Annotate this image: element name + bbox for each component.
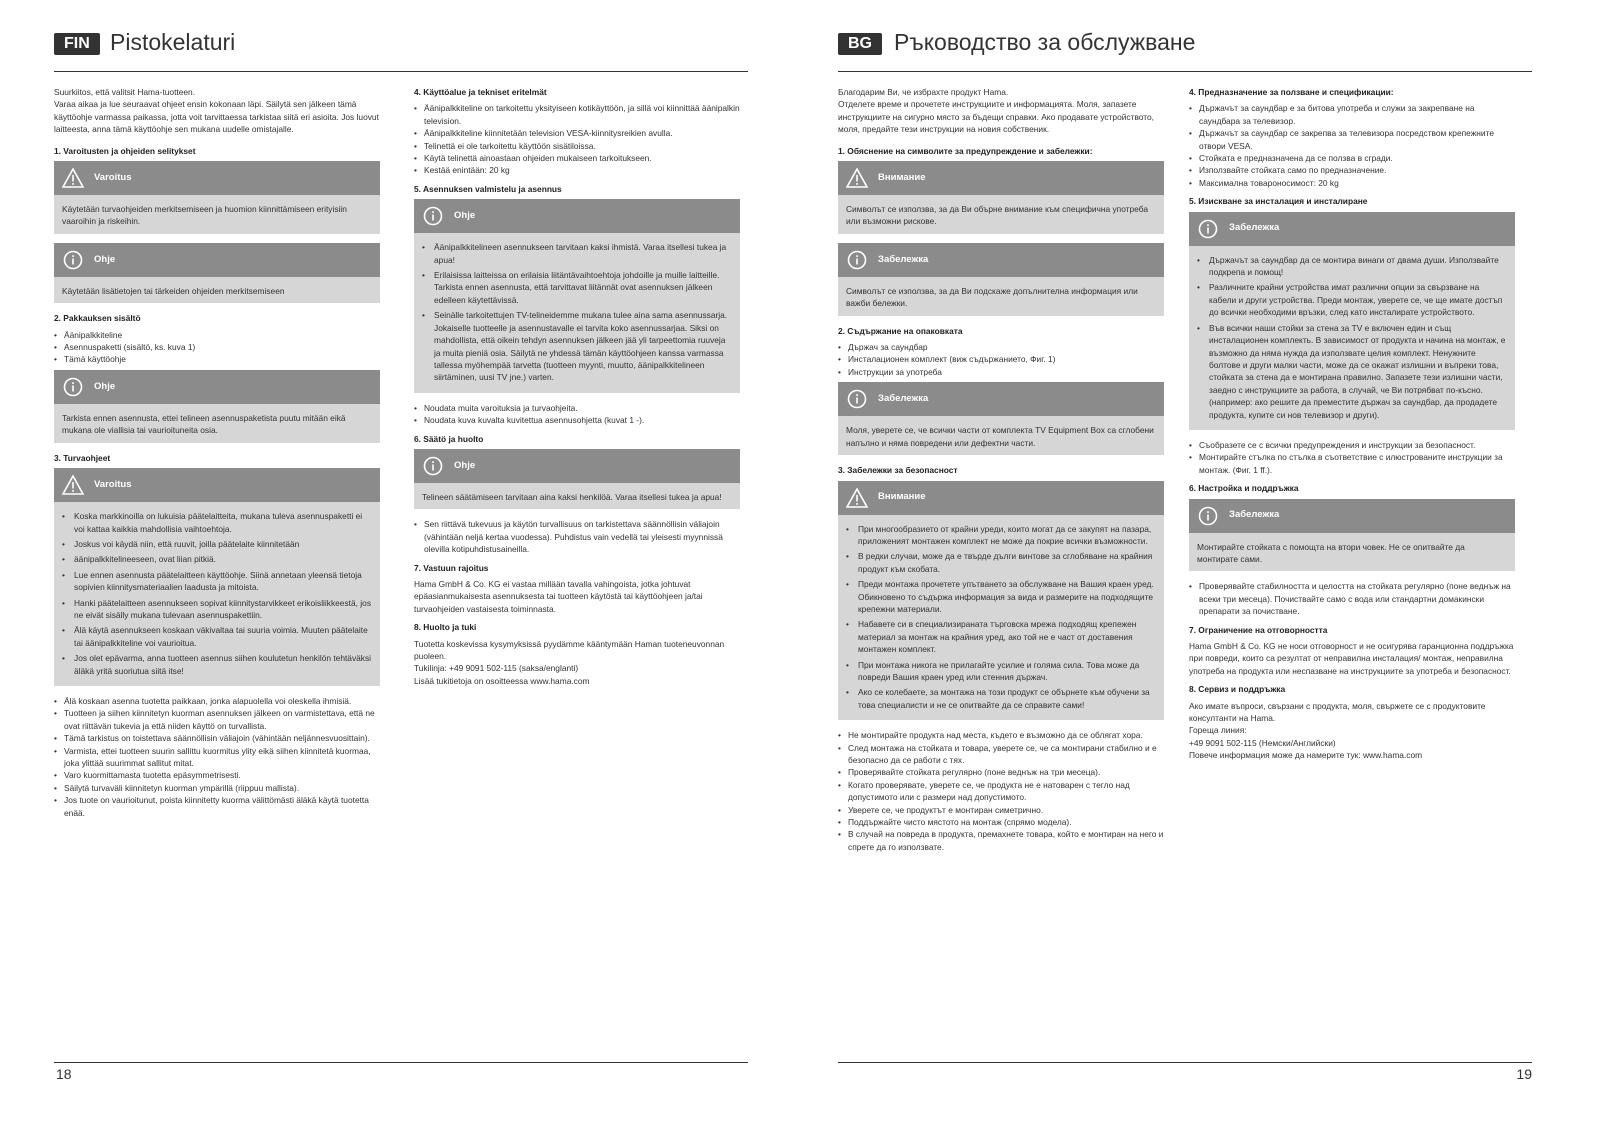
info-circle-icon (1197, 218, 1219, 240)
language-badge: BG (838, 33, 882, 55)
box-body: Telineen säätämiseen tarvitaan aina kaksi henkilöä. Varaa itsellesi tukea ja apua! (414, 483, 740, 509)
warning-triangle-icon (846, 487, 868, 509)
list-item: • В редки случаи, може да е твърде дълги винтове за сглобяване на крайния продукт към скобата. (846, 550, 1156, 575)
list-item: • Държачът за саундбар да се монтира винаги от двама души. Използвайте подкрепа и помощ! (1197, 254, 1507, 279)
list-item: • Държач за саундбар (838, 341, 1164, 353)
page-bg (800, 0, 1600, 1136)
info-circle-icon (846, 249, 868, 271)
list-item: • След монтажа на стойката и товара, уверете се, че са монтирани стабилно и е безопасно да се работи с тях. (838, 742, 1164, 767)
list-item: • Varmista, ettei tuotteen suurin sallittu kuormitus ylity eikä siihen kiinnitetä kuormaa, joka ylittää suurimmat sallitut mitat. (54, 745, 380, 770)
box-body: Символът се използва, за да Ви подскаже допълнителна информация или важби бележки. (838, 277, 1164, 316)
note-box (54, 370, 380, 443)
list-item: • Sen riittävä tukevuus ja käytön turvallisuus on tarkistettava säännöllisin väliajoin (vähintään neljä kertaa vuodessa). Puhdistus vain vedellä tai yleisesti myynnissä olevilla kotipuhdistusaineilla. (414, 518, 740, 555)
bullet-list (414, 102, 740, 176)
bullet-list (838, 341, 1164, 378)
box-heading: Ohje (454, 459, 476, 471)
page-number: 19 (1516, 1066, 1532, 1082)
list-item: • Максимална товароносимост: 20 kg (1189, 177, 1515, 189)
column-left (838, 86, 1164, 853)
list-item: • Varo kuormittamasta tuotetta epäsymmetrisesti. (54, 769, 380, 781)
warning-triangle-icon (62, 167, 84, 189)
bullet-list (414, 402, 740, 427)
list-item: • äänipalkkitelineeseen, ovat liian pitkiä. (62, 553, 372, 565)
list-item: • Asennuspaketti (sisältö, ks. kuva 1) (54, 341, 380, 353)
page-title: Pistokelaturi (110, 29, 236, 55)
info-circle-icon (422, 455, 444, 477)
list-item: • Kestää enintään: 20 kg (414, 164, 740, 176)
list-item: • Инсталационен комплект (виж съдържанието, Фиг. 1) (838, 353, 1164, 365)
list-item: • Не монтирайте продукта над места, където е възможно да се облягат хора. (838, 729, 1164, 741)
box-heading: Ohje (94, 253, 116, 265)
paragraph: Ако имате въпроси, свързани с продукта, моля, свържете се с продуктовите консултанти на Hama. Гореща линия: +49 9091 502-115 (Немски/Английски) Повече информация може да намерите тук: www.hama.com (1189, 700, 1486, 761)
footer-rule (838, 1062, 1532, 1063)
note-box (54, 243, 380, 303)
bullet-list (422, 241, 732, 383)
page-header (838, 29, 1532, 72)
list-item: • Äänipalkkiteline on tarkoitettu yksityiseen kotikäyttöön, ja sillä voi kiinnittää äänipalkin television. (414, 102, 740, 127)
note-box (1189, 212, 1515, 430)
page-header (54, 29, 748, 72)
box-heading: Ohje (454, 210, 476, 222)
box-body: Символът се използва, за да Ви обърне внимание към специфична употреба или възможни рискове. (838, 195, 1164, 234)
list-item: • Lue ennen asennusta päätelaitteen käyttöohje. Siinä annetaan yleensä tietoja sopivien kiinnitysmateriaalien laadusta ja mitoista. (62, 569, 372, 594)
section-title: 7. Vastuun rajoitus (414, 562, 489, 573)
paragraph: Tuotetta koskevissa kysymyksissä pyydämme kääntymään Haman tuoteneuvonnan puoleen. Tukilinja: +49 9091 502-115 (saksa/englanti) Lisää tukitietoja on osoitteessa www.hama.com (414, 638, 725, 686)
box-heading: Забележка (878, 253, 929, 265)
bullet-list (54, 695, 380, 819)
bullet-list (1197, 254, 1507, 421)
list-item: • Държачът за саундбар е за битова употреба и служи за закрепване на саундбара за телевизор. (1189, 102, 1515, 127)
box-body: Tarkista ennen asennusta, ettei telineen asennuspaketista puutu mitään eikä mukana ole viallisia tai vaurioituneita osia. (54, 404, 380, 443)
list-item: • Преди монтажа прочетете упътването за обслужване на Вашия краен уред. Обикновено то съдържа информация за вида и размерите на подходящите крепежни материали. (846, 578, 1156, 615)
list-item: • Jos tuote on vaurioitunut, poista kiinnitetty kuorma välittömästi äläkä käytä tuotetta enää. (54, 794, 380, 819)
list-item: • Проверявайте стабилността и целостта на стойката регулярно (поне веднъж на всеки три месеца). Почиствайте само с вода или стандартни домакински препарати за почистване. (1189, 580, 1515, 617)
list-item: • Монтирайте стълка по стълка в съответствие с илюстрованите инструкции за монтаж. (Фиг. 1 ff.). (1189, 451, 1515, 476)
section-title: 8. Сервиз и поддръжка (1189, 684, 1286, 695)
list-item: • Käytä telinettä ainoastaan ohjeiden mukaiseen tarkoitukseen. (414, 152, 740, 164)
list-item: • При многообразието от крайни уреди, които могат да се закупят на пазара, приложеният монтажен комплект не може да покрие всички възможности. (846, 523, 1156, 548)
intro-text: Suurkiitos, että valitsit Hama-tuotteen. Varaa aikaa ja lue seuraavat ohjeet ensin kokonaan läpi. Säilytä sen jälkeen tämä käyttöohje varmassa paikassa, jotta voit tarvittaessa tarkistaa siitä eri asioita. Jos luovut laitteesta, anna tämä käyttöohje sen mukana uudelle omistajalle. (54, 87, 379, 135)
list-item: • Tämä käyttöohje (54, 353, 380, 365)
warning-box (54, 161, 380, 234)
list-item: • Във всички наши стойки за стена за TV е включен един и същ инсталационен комплекть. В зависимост от продукта и начина на монтаж, е възможно да няма нужда да използвате целия комплект. Ненужните болтове и други малки части, може да се окажат излишни и въпреки това, стойката за стена да е монтирана правилно. Запазете тези излишни части, заедно с инструкциите за работа, в случай, че Ви потрябват по-късно. (например: ако решите да преместите държач за саундбар, да продадете продукта, купите си нов телевизор и други). (1197, 322, 1507, 421)
list-item: • В случай на повреда в продукта, премахнете товара, който е монтиран на него и спрете да го използвате. (838, 828, 1164, 853)
list-item: • Noudata muita varoituksia ja turvaohjeita. (414, 402, 740, 414)
box-body: Käytetään lisätietojen tai tärkeiden ohjeiden merkitsemiseen (54, 277, 380, 303)
list-item: • Äänipalkkitelineen asennukseen tarvitaan kaksi ihmistä. Varaa itsellesi tukea ja apua! (422, 241, 732, 266)
warning-box (838, 481, 1164, 721)
list-item: • Telinettä ei ole tarkoitettu käyttöön sisätiloissa. (414, 140, 740, 152)
box-heading: Забележка (878, 393, 929, 405)
list-item: • Seinälle tarkoitettujen TV-telineidemme mukana tulee aina sama asennussarja. Jokaiselle tuotteelle ja asennustavalle ei tarvita koko asennussarjaa. Siksi on mahdollista, että oikein tehdyn asennuksen jälkeen jää yli tarpeettomia ruuveja ja muita pieniä osia. Säilytä ne yhdessä tämän käyttöohjeen kanssa varmassa tallessa myöhempää tarvetta (tuotteen myynti, muutto, äänipalkkitelineen siirtäminen, uusi TV jne.) varten. (422, 309, 732, 383)
note-box (838, 382, 1164, 455)
section-title: 3. Turvaohjeet (54, 452, 111, 463)
footer-rule (54, 1062, 748, 1063)
list-item: • Стойката е предназначена да се ползва в сгради. (1189, 152, 1515, 164)
list-item: • Tämä tarkistus on toistettava säännöllisin väliajoin (vähintään neljännesvuosittain). (54, 732, 380, 744)
paragraph: Hama GmbH & Co. KG не носи отговорност и не осигурява гаранционна поддръжка при повреди, които са резултат от неправилна инсталация/ монтаж, неправилна употреба на продукта или неспазване на инструкциите за употреба и безопасност. (1189, 641, 1514, 676)
list-item: • Tuotteen ja siihen kiinnitetyn kuorman asennuksen jälkeen on varmistettava, että ne ovat riittävän tukevia ja että niiden käyttö on turvallista. (54, 707, 380, 732)
page-number: 18 (56, 1066, 72, 1082)
bullet-list (54, 329, 380, 366)
section-title: 1. Varoitusten ja ohjeiden selitykset (54, 145, 196, 156)
info-circle-icon (62, 376, 84, 398)
section-title: 1. Обяснение на символите за предупреждение и забележки: (838, 145, 1093, 156)
section-title: 6. Säätö ja huolto (414, 433, 484, 444)
list-item: • Jos olet epävarma, anna tuotteen asennus siihen koulutetun henkilön tehtäväksi äläkä yritä suoriutua siitä itse! (62, 652, 372, 677)
section-title: 4. Käyttöalue ja tekniset eritelmät (414, 87, 547, 97)
note-box (1189, 499, 1515, 572)
section-title: 6. Настройка и поддръжка (1189, 483, 1299, 494)
box-body: Моля, уверете се, че всички части от комплекта TV Equipment Box са сглобени напълно и няма повредени или дефектни части. (838, 416, 1164, 455)
warning-triangle-icon (846, 167, 868, 189)
list-item: • Поддържайте чисто мястото на монтаж (спрямо модела). (838, 816, 1164, 828)
note-box (414, 199, 740, 392)
list-item: • Проверявайте стойката регулярно (поне веднъж на три месеца). (838, 766, 1164, 778)
column-left (54, 86, 380, 819)
column-right (414, 86, 740, 687)
paragraph: Hama GmbH & Co. KG ei vastaa millään tavalla vahingoista, jotka johtuvat epäasianmukaisesta asennuksesta tai tuotteen käytöstä tai käyttöohjeen ja/tai turvaohjeiden vastaisesta toiminnasta. (414, 578, 703, 614)
bullet-list (846, 523, 1156, 712)
warning-box (838, 161, 1164, 234)
box-body: Käytetään turvaohjeiden merkitsemiseen ja huomion kiinnittämiseen erityisiin vaaroihin ja riskeihin. (54, 195, 380, 234)
list-item: • Älä koskaan asenna tuotetta paikkaan, jonka alapuolella voi oleskella ihmisiä. (54, 695, 380, 707)
box-heading: Ohje (94, 380, 116, 392)
list-item: • При монтажа никога не прилагайте усилие и голяма сила. Това може да повреди Вашия краен уред или стенния държач. (846, 659, 1156, 684)
column-right (1189, 86, 1515, 762)
box-heading: Varoitus (94, 478, 132, 490)
list-item: • Различните крайни устройства имат различни опции за свързване на кабели и други устройства. Преди монтаж, уверете се, че ще имате достъп до всички необходими връзки, след като инсталирате устройството. (1197, 281, 1507, 318)
bullet-list (1189, 439, 1515, 476)
box-heading: Забележка (1229, 222, 1280, 234)
list-item: • Набавете си в специализираната търговска мрежа подходящ крепежен материал за монтаж на крайния уред, ако той не е част от доставения монтажен комплект. (846, 618, 1156, 655)
section-title: 2. Pakkauksen sisältö (54, 313, 141, 324)
info-circle-icon (846, 388, 868, 410)
list-item: • Използвайте стойката само по предназначение. (1189, 164, 1515, 176)
bullet-list (838, 729, 1164, 853)
box-heading: Varoitus (94, 171, 132, 183)
section-title: 5. Изискване за инсталация и инсталиране (1189, 196, 1368, 207)
list-item: • Когато проверявате, уверете се, че продукта не е натоварен с тегло над допустимото или с размери над допустимото. (838, 779, 1164, 804)
list-item: • Hanki päätelaitteen asennukseen sopivat kiinnitystarvikkeet erikoisliikkeestä, jos ne eivät sisälly mukana tulevaan asennuspakettiin. (62, 597, 372, 622)
list-item: • Инструкции за употреба (838, 366, 1164, 378)
list-item: • Joskus voi käydä niin, että ruuvit, joilla päätelaite kiinnitetään (62, 538, 372, 550)
box-body: Монтирайте стойката с помощта на втори човек. Не се опитвайте да монтирате сами. (1189, 533, 1515, 572)
info-circle-icon (62, 249, 84, 271)
list-item: • Säilytä turvaväli kiinnitetyn kuorman ympärillä (riippuu mallista). (54, 782, 380, 794)
section-title: 3. Забележки за безопасност (838, 465, 958, 476)
bullet-list (414, 518, 740, 555)
list-item: • Съобразете се с всички предупреждения и инструкции за безопасност. (1189, 439, 1515, 451)
note-box (838, 243, 1164, 316)
bullet-list (1189, 102, 1515, 189)
list-item: • Erilaisissa laitteissa on erilaisia liitäntävaihtoehtoja johdoille ja muille laitteille. Tarkista ennen asennusta, että tarvittavat liitännät ovat asennuksen jälkeen edelleen käytettävissä. (422, 269, 732, 306)
bullet-list (62, 510, 372, 677)
section-title: 5. Asennuksen valmistelu ja asennus (414, 183, 562, 194)
list-item: • Ако се колебаете, за монтажа на този продукт се обърнете към обучени за това специалисти и не се опитвайте да се справите сами! (846, 686, 1156, 711)
box-heading: Внимание (878, 171, 926, 183)
bullet-list (1189, 580, 1515, 617)
section-title: 8. Huolto ja tuki (414, 622, 477, 633)
list-item: • Държачът за саундбар се закрепва за телевизора посредством крепежните отвори VESA. (1189, 127, 1515, 152)
info-circle-icon (422, 205, 444, 227)
box-heading: Внимание (878, 491, 926, 503)
box-heading: Забележка (1229, 509, 1280, 521)
intro-text: Благодарим Ви, че избрахте продукт Hama. Отделете време и прочетете инструкциите и информацията. Моля, запазете инструкциите на сигурно място за бъдещи справки. Ако продавате устройството, моля, предайте тези инструкции на новия собственик. (838, 87, 1155, 135)
list-item: • Äänipalkkiteline kiinnitetään television VESA-kiinnitysreikien avulla. (414, 127, 740, 139)
language-badge: FIN (54, 33, 100, 55)
note-box (414, 449, 740, 509)
list-item: • Äänipalkkiteline (54, 329, 380, 341)
section-title: 4. Предназначение за ползване и спецификации: (1189, 87, 1394, 97)
section-title: 2. Съдържание на опаковката (838, 325, 963, 336)
info-circle-icon (1197, 505, 1219, 527)
page-title: Ръководство за обслужване (894, 29, 1196, 55)
list-item: • Noudata kuva kuvalta kuvitettua asennusohjetta (kuvat 1 -). (414, 414, 740, 426)
list-item: • Уверете се, че продуктът е монтиран симетрично. (838, 804, 1164, 816)
section-title: 7. Ограничение на отговорността (1189, 624, 1328, 635)
warning-triangle-icon (62, 474, 84, 496)
list-item: • Koska markkinoilla on lukuisia päätelaitteita, mukana tuleva asennuspaketti ei voi kattaa kaikkia mahdollisia vaihtoehtoja. (62, 510, 372, 535)
warning-box (54, 468, 380, 686)
list-item: • Älä käytä asennukseen koskaan väkivaltaa tai suuria voimia. Muuten päätelaite tai äänipalkkiteline voi vaurioitua. (62, 624, 372, 649)
